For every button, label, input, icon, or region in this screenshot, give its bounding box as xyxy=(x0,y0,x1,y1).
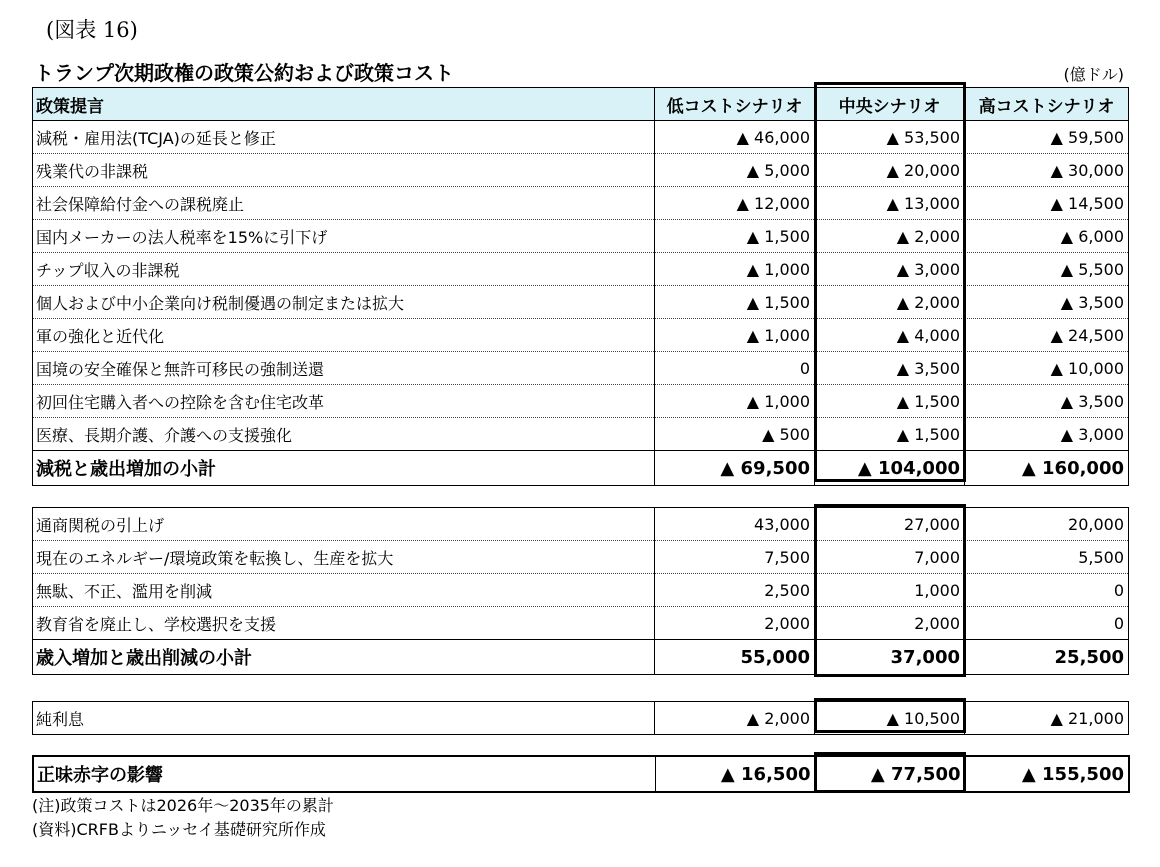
total-low: ▲ 16,500 xyxy=(655,756,815,792)
mid-value: ▲ 3,000 xyxy=(815,253,965,286)
subtotal-high: 25,500 xyxy=(965,640,1129,675)
mid-value: ▲ 2,000 xyxy=(815,220,965,253)
low-value: ▲ 2,000 xyxy=(655,702,815,735)
low-value: ▲ 1,500 xyxy=(655,220,815,253)
policy-cost-table-section1 xyxy=(32,87,1129,486)
high-value: ▲ 3,500 xyxy=(965,286,1129,319)
subtotal-mid: 37,000 xyxy=(815,640,965,675)
total-high: ▲ 155,500 xyxy=(965,756,1129,792)
high-value: ▲ 24,500 xyxy=(965,319,1129,352)
header-mid: 中央シナリオ xyxy=(815,88,965,121)
subtotal-row xyxy=(33,640,1129,675)
low-value: ▲ 5,000 xyxy=(655,154,815,187)
mid-value: 1,000 xyxy=(815,574,965,607)
subtotal-label: 減税と歳出増加の小計 xyxy=(33,451,655,486)
header-high: 高コストシナリオ xyxy=(965,88,1129,121)
row-label: 純利息 xyxy=(33,702,655,735)
mid-value: ▲ 3,500 xyxy=(815,352,965,385)
low-value: 7,500 xyxy=(655,541,815,574)
header-policy: 政策提言 xyxy=(33,88,655,121)
row-label: 医療、長期介護、介護への支援強化 xyxy=(33,418,655,451)
mid-value: 7,000 xyxy=(815,541,965,574)
high-value: 5,500 xyxy=(965,541,1129,574)
low-value: ▲ 1,000 xyxy=(655,253,815,286)
high-value: 20,000 xyxy=(965,508,1129,541)
table-row xyxy=(33,385,1129,418)
net-interest-row xyxy=(33,702,1129,735)
table-row xyxy=(33,574,1129,607)
header-low: 低コストシナリオ xyxy=(655,88,815,121)
row-label: 現在のエネルギー/環境政策を転換し、生産を拡大 xyxy=(33,541,655,574)
total-mid: ▲ 77,500 xyxy=(815,756,965,792)
high-value: ▲ 10,000 xyxy=(965,352,1129,385)
high-value: ▲ 30,000 xyxy=(965,154,1129,187)
table-row xyxy=(33,508,1129,541)
mid-value: 27,000 xyxy=(815,508,965,541)
table-row xyxy=(33,154,1129,187)
table-row xyxy=(33,121,1129,154)
net-interest-table xyxy=(32,701,1129,735)
high-value: ▲ 59,500 xyxy=(965,121,1129,154)
source-line: (資料)CRFBよりニッセイ基礎研究所作成 xyxy=(32,820,326,839)
high-value: ▲ 3,500 xyxy=(965,385,1129,418)
row-label: 残業代の非課税 xyxy=(33,154,655,187)
low-value: ▲ 1,500 xyxy=(655,286,815,319)
mid-value: ▲ 13,000 xyxy=(815,187,965,220)
row-label: 社会保障給付金への課税廃止 xyxy=(33,187,655,220)
high-value: 0 xyxy=(965,607,1129,640)
table-row xyxy=(33,418,1129,451)
mid-value: ▲ 20,000 xyxy=(815,154,965,187)
mid-value: ▲ 1,500 xyxy=(815,385,965,418)
low-value: 2,000 xyxy=(655,607,815,640)
table-row xyxy=(33,319,1129,352)
row-label: 国内メーカーの法人税率を15%に引下げ xyxy=(33,220,655,253)
notes xyxy=(32,794,334,842)
low-value: ▲ 1,000 xyxy=(655,319,815,352)
table-row xyxy=(33,220,1129,253)
subtotal-mid: ▲ 104,000 xyxy=(815,451,965,486)
subtotal-high: ▲ 160,000 xyxy=(965,451,1129,486)
high-value: 0 xyxy=(965,574,1129,607)
subtotal-row xyxy=(33,451,1129,486)
figure-label: (図表 16) xyxy=(46,18,138,42)
net-deficit-row xyxy=(33,756,1129,792)
table-row xyxy=(33,541,1129,574)
high-value: ▲ 5,500 xyxy=(965,253,1129,286)
row-label: チップ収入の非課税 xyxy=(33,253,655,286)
mid-value: ▲ 2,000 xyxy=(815,286,965,319)
policy-cost-table-section2 xyxy=(32,507,1129,675)
row-label: 軍の強化と近代化 xyxy=(33,319,655,352)
subtotal-low: 55,000 xyxy=(655,640,815,675)
subtotal-label: 歳入増加と歳出削減の小計 xyxy=(33,640,655,675)
mid-value: ▲ 1,500 xyxy=(815,418,965,451)
row-label: 通商関税の引上げ xyxy=(33,508,655,541)
high-value: ▲ 6,000 xyxy=(965,220,1129,253)
low-value: ▲ 500 xyxy=(655,418,815,451)
table-row xyxy=(33,607,1129,640)
mid-value: 2,000 xyxy=(815,607,965,640)
row-label: 教育省を廃止し、学校選択を支援 xyxy=(33,607,655,640)
unit-label: (億ドル) xyxy=(1063,65,1124,84)
table-header-row xyxy=(33,88,1129,121)
net-deficit-table xyxy=(32,755,1130,793)
mid-value: ▲ 53,500 xyxy=(815,121,965,154)
row-label: 国境の安全確保と無許可移民の強制送還 xyxy=(33,352,655,385)
table-row xyxy=(33,286,1129,319)
row-label: 無駄、不正、濫用を削減 xyxy=(33,574,655,607)
low-value: ▲ 46,000 xyxy=(655,121,815,154)
table-row xyxy=(33,352,1129,385)
note-line: (注)政策コストは2026年～2035年の累計 xyxy=(32,796,334,815)
mid-value: ▲ 10,500 xyxy=(815,702,965,735)
high-value: ▲ 14,500 xyxy=(965,187,1129,220)
row-label: 個人および中小企業向け税制優遇の制定または拡大 xyxy=(33,286,655,319)
low-value: ▲ 1,000 xyxy=(655,385,815,418)
low-value: ▲ 12,000 xyxy=(655,187,815,220)
mid-value: ▲ 4,000 xyxy=(815,319,965,352)
subtotal-low: ▲ 69,500 xyxy=(655,451,815,486)
row-label: 減税・雇用法(TCJA)の延長と修正 xyxy=(33,121,655,154)
high-value: ▲ 3,000 xyxy=(965,418,1129,451)
table-title: トランプ次期政権の政策公約および政策コスト xyxy=(34,61,454,85)
high-value: ▲ 21,000 xyxy=(965,702,1129,735)
total-label: 正味赤字の影響 xyxy=(33,756,655,792)
table-row xyxy=(33,187,1129,220)
low-value: 43,000 xyxy=(655,508,815,541)
low-value: 2,500 xyxy=(655,574,815,607)
row-label: 初回住宅購入者への控除を含む住宅改革 xyxy=(33,385,655,418)
low-value: 0 xyxy=(655,352,815,385)
table-row xyxy=(33,253,1129,286)
